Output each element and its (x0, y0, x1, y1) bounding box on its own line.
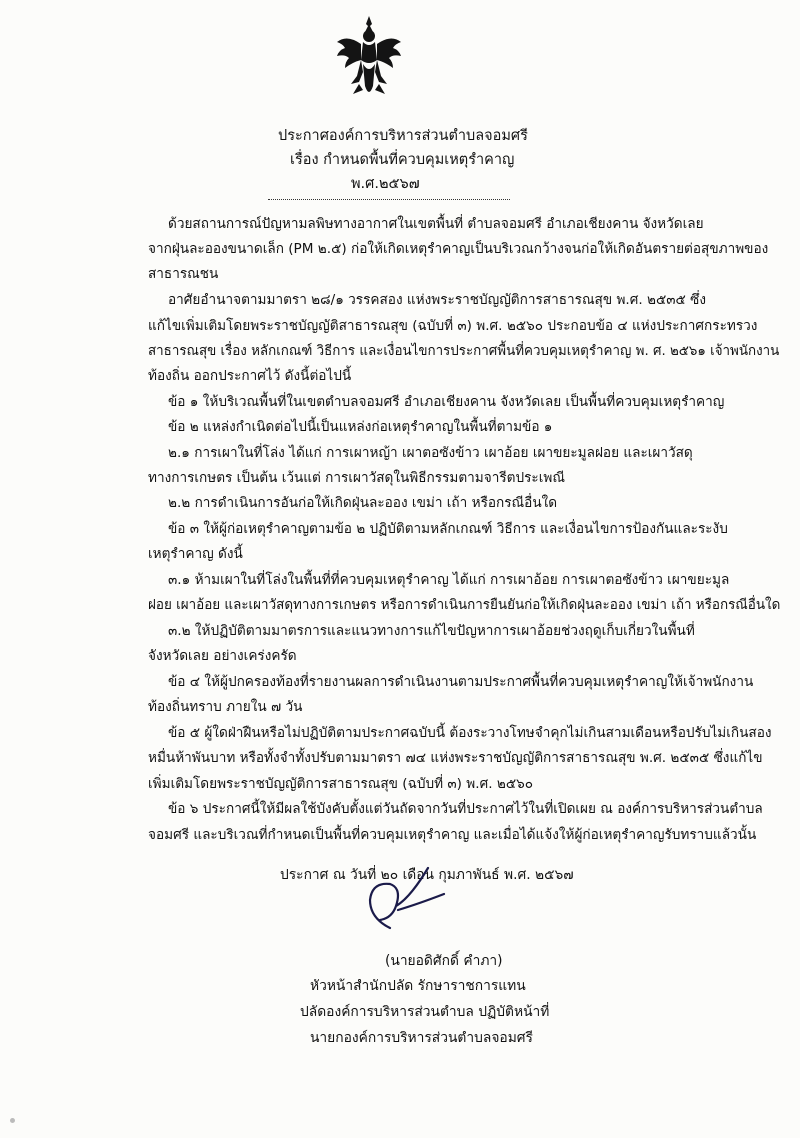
body-line: จังหวัดเลย อย่างเคร่งครัด (148, 648, 297, 664)
signer-role: หัวหน้าสำนักปลัด รักษาราชการแทน (310, 978, 526, 994)
clause-5: ข้อ ๕ ผู้ใดฝ่าฝืนหรือไม่ปฏิบัติตามประกาศฉบับนี้ ต้องระวางโทษจำคุกไม่เกินสามเดือนหรือปรับไม่เกินสอง (168, 725, 772, 741)
clause-6: ข้อ ๖ ประกาศนี้ให้มีผลใช้บังคับตั้งแต่วันถัดจากวันที่ประกาศไว้ในที่เปิดเผย ณ องค์การบริหารส่วนตำบล (168, 801, 763, 817)
body-line: เหตุรำคาญ ดังนี้ (148, 546, 243, 562)
signer-name: (นายอดิศักดิ์ คำภา) (385, 953, 503, 969)
clause-3-2: ๓.๒ ให้ปฏิบัติตามมาตรการและแนวทางการแก้ไขปัญหาการเผาอ้อยช่วงฤดูเก็บเกี่ยวในพื้นที่ (168, 623, 695, 639)
body-line: ฝอย เผาอ้อย และเผาวัสดุทางการเกษตร หรือการดำเนินการยืนยันก่อให้เกิดฝุ่นละออง เขม่า เถ้า หรือกรณีอื่นใด (148, 597, 781, 613)
clause-2: ข้อ ๒ แหล่งกำเนิดต่อไปนี้เป็นแหล่งก่อเหตุรำคาญในพื้นที่ตามข้อ ๑ (168, 419, 553, 435)
body-line: ด้วยสถานการณ์ปัญหามลพิษทางอากาศในเขตพื้นที่ ตำบลจอมศรี อำเภอเชียงคาน จังหวัดเลย (168, 216, 704, 232)
signer-role: นายกองค์การบริหารส่วนตำบลจอมศรี (310, 1030, 533, 1046)
body-line: ท้องถิ่น ออกประกาศไว้ ดังนี้ต่อไปนี้ (148, 368, 352, 384)
clause-3: ข้อ ๓ ให้ผู้ก่อเหตุรำคาญตามข้อ ๒ ปฏิบัติตามหลักเกณฑ์ วิธีการ และเงื่อนไขการป้องกันและระงับ (168, 521, 728, 537)
clause-3-1: ๓.๑ ห้ามเผาในที่โล่งในพื้นที่ที่ควบคุมเหตุรำคาญ ได้แก่ การเผาอ้อย การเผาตอซังข้าว เผาขยะมูล (168, 572, 730, 588)
scan-speck (10, 1118, 15, 1123)
body-line: หมื่นห้าพันบาท หรือทั้งจำทั้งปรับตามมาตรา ๗๔ แห่งพระราชบัญญัติการสาธารณสุข พ.ศ. ๒๕๓๕ ซึ่งแก้ไข (148, 750, 763, 766)
body-line: จอมศรี และบริเวณที่กำหนดเป็นพื้นที่ควบคุมเหตุรำคาญ และเมื่อได้แจ้งให้ผู้ก่อเหตุรำคาญรับทราบแล้วนั้น (148, 827, 757, 843)
header-divider (268, 199, 510, 200)
body-line: สาธารณชน (148, 266, 219, 282)
body-line: ท้องถิ่นทราบ ภายใน ๗ วัน (148, 699, 303, 715)
body-line: อาศัยอำนาจตามมาตรา ๒๘/๑ วรรคสอง แห่งพระราชบัญญัติการสาธารณสุข พ.ศ. ๒๕๓๕ ซึ่ง (168, 292, 707, 308)
clause-1: ข้อ ๑ ให้บริเวณพื้นที่ในเขตตำบลจอมศรี อำเภอเชียงคาน จังหวัดเลย เป็นพื้นที่ควบคุมเหตุรำคาญ (168, 394, 725, 410)
signer-role: ปลัดองค์การบริหารส่วนตำบล ปฏิบัติหน้าที่ (300, 1004, 550, 1020)
announcement-title: ประกาศองค์การบริหารส่วนตำบลจอมศรี (278, 128, 528, 144)
body-line: ทางการเกษตร เป็นต้น เว้นแต่ การเผาวัสดุในพิธีกรรมตามจารีตประเพณี (148, 470, 565, 486)
announcement-date: ประกาศ ณ วันที่ ๒๐ เดือน กุมภาพันธ์ พ.ศ. ๒๕๖๗ (280, 867, 574, 883)
body-line: จากฝุ่นละอองขนาดเล็ก (PM ๒.๕) ก่อให้เกิดเหตุรำคาญเป็นบริเวณกว้างจนก่อให้เกิดอันตรายต่อสุขภาพของ (148, 241, 769, 257)
subject-line: เรื่อง กำหนดพื้นที่ควบคุมเหตุรำคาญ (290, 152, 515, 168)
body-line: สาธารณสุข เรื่อง หลักเกณฑ์ วิธีการ และเงื่อนไขการประกาศพื้นที่ควบคุมเหตุรำคาญ พ. ศ. ๒๕๖๑ เจ้าพนักงาน (148, 343, 780, 359)
garuda-emblem-icon (333, 14, 405, 100)
body-line: เพิ่มเติมโดยพระราชบัญญัติการสาธารณสุข (ฉบับที่ ๓) พ.ศ. ๒๕๖๐ (148, 776, 534, 792)
body-line: แก้ไขเพิ่มเติมโดยพระราชบัญญัติสาธารณสุข (ฉบับที่ ๓) พ.ศ. ๒๕๖๐ ประกอบข้อ ๔ แห่งประกาศกระทรวง (148, 318, 758, 334)
year-line: พ.ศ.๒๕๖๗ (351, 176, 420, 192)
clause-4: ข้อ ๔ ให้ผู้ปกครองท้องที่รายงานผลการดำเนินงานตามประกาศพื้นที่ควบคุมเหตุรำคาญให้เจ้าพนักงาน (168, 674, 754, 690)
clause-2-1: ๒.๑ การเผาในที่โล่ง ได้แก่ การเผาหญ้า เผาตอซังข้าว เผาอ้อย เผาขยะมูลฝอย และเผาวัสดุ (168, 445, 693, 461)
handwritten-signature (340, 858, 460, 948)
clause-2-2: ๒.๒ การดำเนินการอันก่อให้เกิดฝุ่นละออง เขม่า เถ้า หรือกรณีอื่นใด (168, 495, 558, 511)
